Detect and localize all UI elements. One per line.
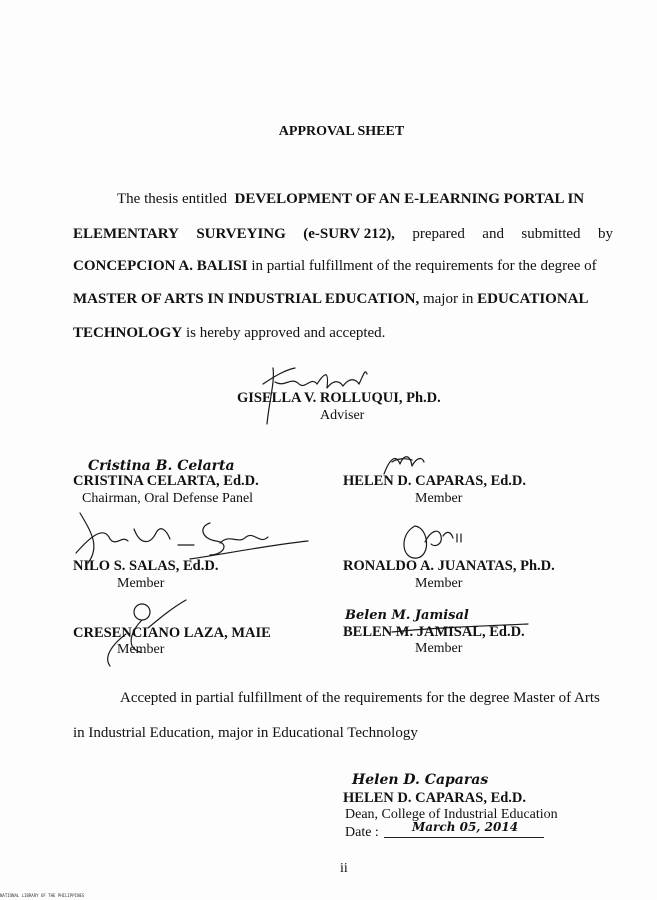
intro-text: major in	[422, 291, 474, 307]
acceptance-line-1: Accepted in partial fulfillment of the requirements for the degree Master of Arts	[120, 690, 600, 706]
chairman-role: Chairman, Oral Defense Panel	[82, 491, 254, 506]
author-name: CONCEPCION A. BALISI	[73, 258, 248, 274]
juanatas-name: RONALDO A. JUANATAS, Ph.D.	[343, 558, 555, 574]
intro-text: is hereby approved and accepted.	[185, 325, 386, 341]
intro-text: in partial fulfillment of the requirements for the degree of	[251, 258, 597, 274]
major-field: TECHNOLOGY	[73, 325, 183, 341]
page-title: APPROVAL SHEET	[278, 124, 405, 139]
panel-caparas-role: Member	[415, 491, 463, 506]
intro-line-3	[73, 259, 597, 274]
thesis-title-part-1: DEVELOPMENT OF AN E-LEARNING PORTAL IN	[234, 191, 585, 207]
laza-name: CRESENCIANO LAZA, MAIE	[73, 625, 271, 641]
chairman-name: CRISTINA CELARTA, Ed.D.	[73, 473, 259, 489]
dean-name: HELEN D. CAPARAS, Ed.D.	[343, 790, 527, 806]
salas-name: NILO S. SALAS, Ed.D.	[73, 558, 219, 574]
date-label: Date :	[345, 825, 379, 840]
thesis-title-word: (e-SURV 212),	[303, 226, 395, 242]
footer-stamp: NATIONAL LIBRARY OF THE PHILIPPINES	[0, 893, 85, 898]
intro-word: prepared	[412, 226, 465, 242]
intro-word: submitted	[521, 226, 581, 242]
degree-name: MASTER OF ARTS IN INDUSTRIAL EDUCATION,	[73, 291, 420, 307]
jamisal-name: BELEN M. JAMISAL, Ed.D.	[343, 624, 525, 640]
intro-line-2	[73, 226, 613, 243]
intro-line-4	[73, 292, 589, 307]
salas-role: Member	[117, 576, 165, 591]
chairman-signature: Cristina B. Celarta	[88, 458, 235, 474]
adviser-name: GISELLA V. ROLLUQUI, Ph.D.	[237, 390, 441, 406]
date-line	[384, 837, 544, 838]
date-field	[345, 825, 379, 841]
intro-line-1	[117, 192, 584, 207]
salas-signature	[70, 505, 310, 565]
juanatas-role: Member	[415, 576, 463, 591]
major-field: EDUCATIONAL	[477, 291, 589, 307]
intro-word: and	[482, 226, 504, 242]
date-value: March 05, 2014	[412, 820, 519, 834]
intro-lead: The thesis entitled	[117, 191, 227, 207]
adviser-role: Adviser	[320, 408, 365, 423]
intro-line-5	[73, 326, 385, 341]
jamisal-role: Member	[415, 641, 463, 656]
intro-word: by	[598, 226, 613, 242]
panel-caparas-name: HELEN D. CAPARAS, Ed.D.	[343, 473, 527, 489]
laza-role: Member	[117, 642, 165, 657]
page-number: ii	[340, 861, 348, 876]
thesis-title-word: ELEMENTARY	[73, 226, 179, 242]
dean-signature: Helen D. Caparas	[352, 772, 489, 788]
thesis-title-word: SURVEYING	[196, 226, 286, 242]
acceptance-line-2: in Industrial Education, major in Educational Technology	[73, 725, 418, 741]
jamisal-signature: Belen M. Jamisal	[345, 608, 469, 623]
dean-role: Dean, College of Industrial Education	[345, 807, 558, 822]
